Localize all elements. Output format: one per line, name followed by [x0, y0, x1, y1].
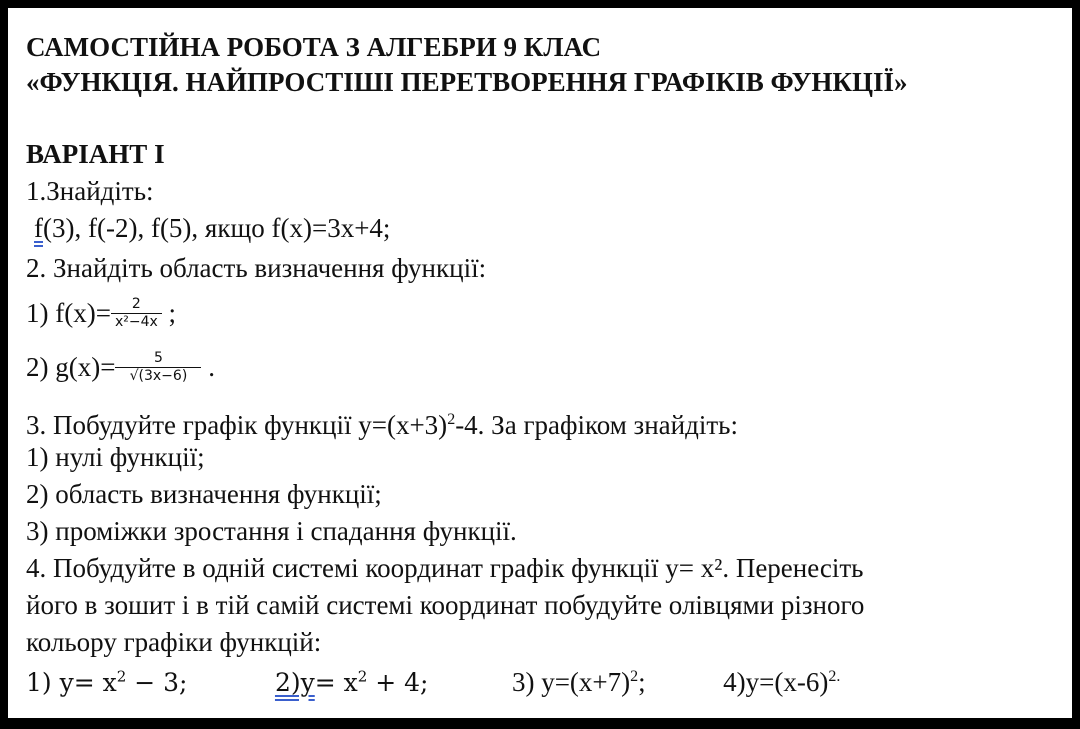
- task4-line-2: його в зошит і в тій самій системі координат побудуйте олівцями різного: [26, 590, 865, 620]
- variant-heading: ВАРІАНТ І: [26, 139, 165, 169]
- fraction-2-numerator: 5: [153, 350, 163, 367]
- document-page: [8, 8, 1072, 718]
- fraction-2-denominator: √(3x−6): [115, 367, 201, 385]
- function-b-tail: + 4;: [367, 668, 429, 698]
- task4-line-1: 4. Побудуйте в одній системі координат графік функції y= x². Перенесіть: [26, 553, 864, 583]
- function-c: [512, 667, 646, 697]
- function-c-tail: ;: [638, 667, 646, 698]
- task2-item-2-tail: .: [201, 352, 215, 382]
- title-line-2: «ФУНКЦІЯ. НАЙПРОСТІШІ ПЕРЕТВОРЕННЯ ГРАФІКІВ ФУНКЦІЇ»: [26, 67, 908, 97]
- task4-functions: [26, 660, 840, 700]
- function-d-base: 4)y=(x-6): [723, 667, 829, 698]
- fraction-1-denominator: x²−4x: [111, 313, 162, 331]
- function-b-label: 2)y: [274, 668, 315, 698]
- task1-body: [34, 211, 390, 245]
- task3-heading-pre: 3. Побудуйте графік функції y=(x+3): [26, 410, 448, 440]
- function-c-base: 3) y=(x+7): [511, 667, 631, 698]
- task2-item-2-lhs: 2) g(x)=: [26, 352, 116, 382]
- function-a-base: 1) y= x: [26, 668, 117, 698]
- task2-item-2: [26, 350, 215, 387]
- task2-item-1-tail: ;: [161, 298, 177, 328]
- function-a-tail: − 3;: [126, 668, 188, 698]
- function-d-exp: 2.: [828, 668, 841, 686]
- function-a: [26, 668, 187, 697]
- task2-item-1: [26, 296, 176, 333]
- task1-rest: (3), f(-2), f(5), якщо f(x)=3x+4;: [43, 213, 391, 243]
- fraction-2: [115, 350, 201, 385]
- task3-exponent: 2: [447, 411, 456, 428]
- function-b: [275, 668, 429, 697]
- function-c-exp: 2: [630, 668, 639, 686]
- fraction-1-numerator: 2: [131, 296, 141, 313]
- task3-item-3: 3) проміжки зростання і спадання функції.: [26, 516, 517, 546]
- task4-line-3: кольору графіки функцій:: [26, 627, 322, 657]
- function-a-exp: 2: [116, 668, 127, 686]
- task3-item-2: 2) область визначення функції;: [26, 479, 382, 509]
- task2-heading: 2. Знайдіть область визначення функції:: [26, 253, 487, 283]
- function-d: [723, 667, 840, 697]
- function-b-exp: 2: [357, 668, 368, 686]
- function-b-base: = x: [314, 668, 358, 698]
- task2-item-1-lhs: 1) f(x)=: [26, 298, 111, 328]
- fraction-1: [111, 296, 162, 331]
- spellcheck-word: f: [34, 213, 43, 243]
- task3-item-1: 1) нулі функції;: [26, 442, 205, 472]
- task1-heading: 1.Знайдіть:: [26, 176, 154, 206]
- task3-heading-post: -4. За графіком знайдіть:: [455, 410, 738, 440]
- task3-heading: [26, 403, 738, 442]
- title-line-1: САМОСТІЙНА РОБОТА З АЛГЕБРИ 9 КЛАС: [26, 32, 602, 62]
